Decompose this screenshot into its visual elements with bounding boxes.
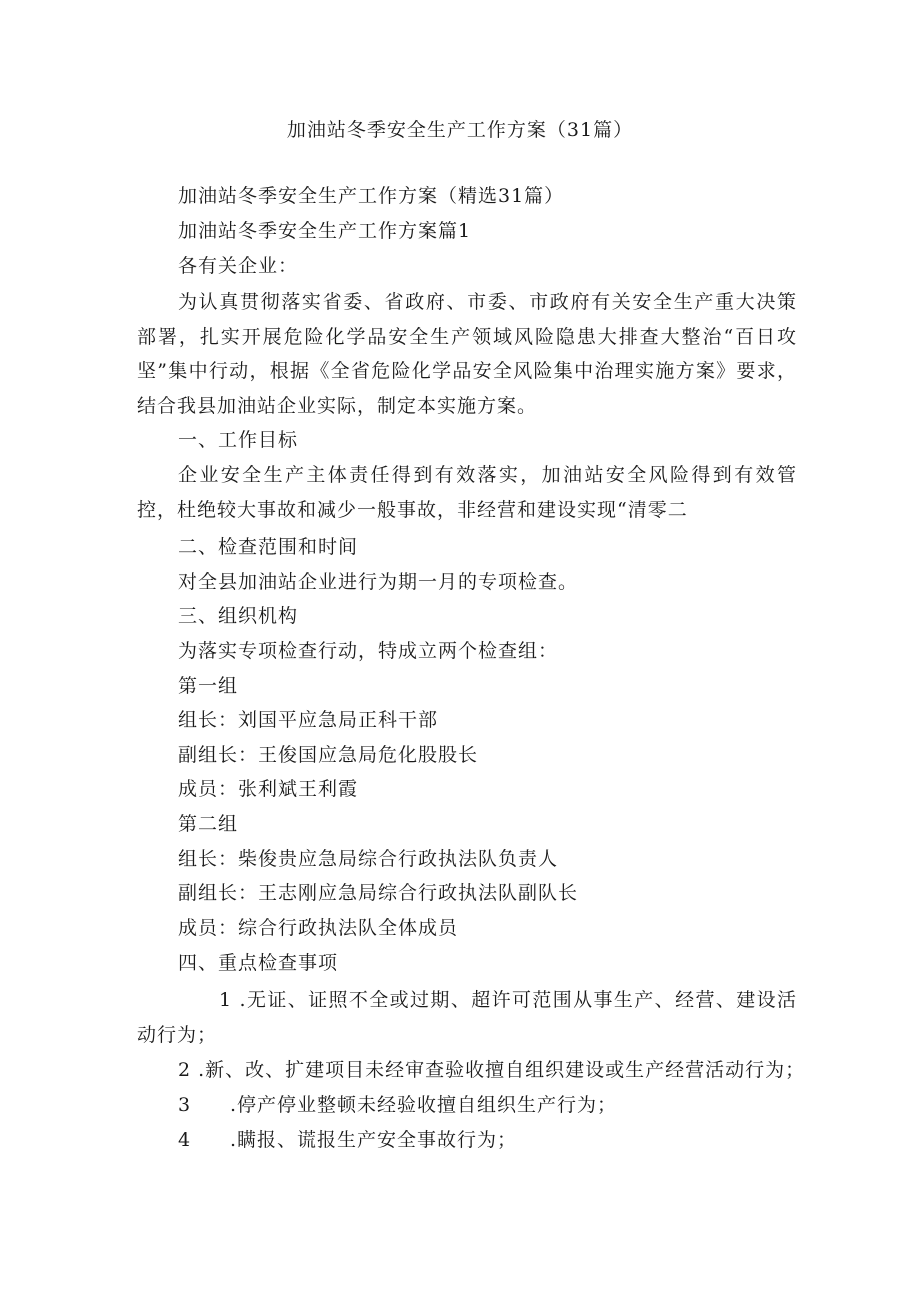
document-title: 加油站冬季安全生产工作方案（31篇） xyxy=(286,119,634,141)
check-item-text: .新、改、扩建项目未经审查验收擅自组织建设或生产经营活动行为； xyxy=(198,1059,806,1081)
check-item-number: 2 xyxy=(178,1059,192,1081)
check-item-text: .瞒报、谎报生产安全事故行为； xyxy=(230,1129,518,1151)
check-item-1 xyxy=(137,983,797,1052)
check-item-text: .无证、证照不全或过期、超许可范围从事生产、经营、建设活动行为； xyxy=(137,989,797,1046)
goal-paragraph: 企业安全生产主体责任得到有效落实，加油站安全风险得到有效管控，杜绝较大事故和减少一般事故，非经营和建设实现“清零二 xyxy=(137,464,797,521)
heading-work-goal: 一、工作目标 xyxy=(178,429,299,451)
heading-key-items: 四、重点检查事项 xyxy=(178,952,339,974)
group1-deputy: 副组长：王俊国应急局危化股股长 xyxy=(178,744,479,766)
check-item-number: 1 xyxy=(219,989,233,1011)
check-item-3 xyxy=(178,1092,617,1118)
scope-paragraph: 对全县加油站企业进行为期一月的专项检查。 xyxy=(178,571,579,593)
organization-intro: 为落实专项检查行动，特成立两个检查组： xyxy=(178,640,559,662)
group2-leader: 组长：柴俊贵应急局综合行政执法队负责人 xyxy=(178,848,559,870)
section-heading: 加油站冬季安全生产工作方案篇1 xyxy=(178,220,472,242)
group2-deputy: 副组长：王志刚应急局综合行政执法队副队长 xyxy=(178,882,579,904)
group2-name: 第二组 xyxy=(178,813,239,835)
check-item-4 xyxy=(178,1127,517,1153)
group1-name: 第一组 xyxy=(178,675,239,697)
check-item-text: .停产停业整顿未经验收擅自组织生产行为； xyxy=(230,1094,618,1116)
intro-paragraph: 为认真贯彻落实省委、省政府、市委、市政府有关安全生产重大决策部署，扎实开展危险化学品安全生产领域风险隐患大排查大整治“百日攻坚”集中行动，根据《全省危险化学品安全风险集中治理实施方案》要求，结合我县加油站企业实际，制定本实施方案。 xyxy=(137,291,797,417)
salutation: 各有关企业： xyxy=(178,255,299,277)
group1-leader: 组长：刘国平应急局正科干部 xyxy=(178,709,439,731)
check-item-2 xyxy=(178,1057,805,1083)
heading-organization: 三、组织机构 xyxy=(178,605,299,627)
group1-members: 成员：张利斌王利霞 xyxy=(178,778,359,800)
document-subtitle: 加油站冬季安全生产工作方案（精选31篇） xyxy=(178,185,565,207)
group2-members: 成员：综合行政执法队全体成员 xyxy=(178,917,459,939)
check-item-number: 3 xyxy=(178,1094,192,1116)
check-item-number: 4 xyxy=(178,1129,192,1151)
heading-scope-time: 二、检查范围和时间 xyxy=(178,536,359,558)
